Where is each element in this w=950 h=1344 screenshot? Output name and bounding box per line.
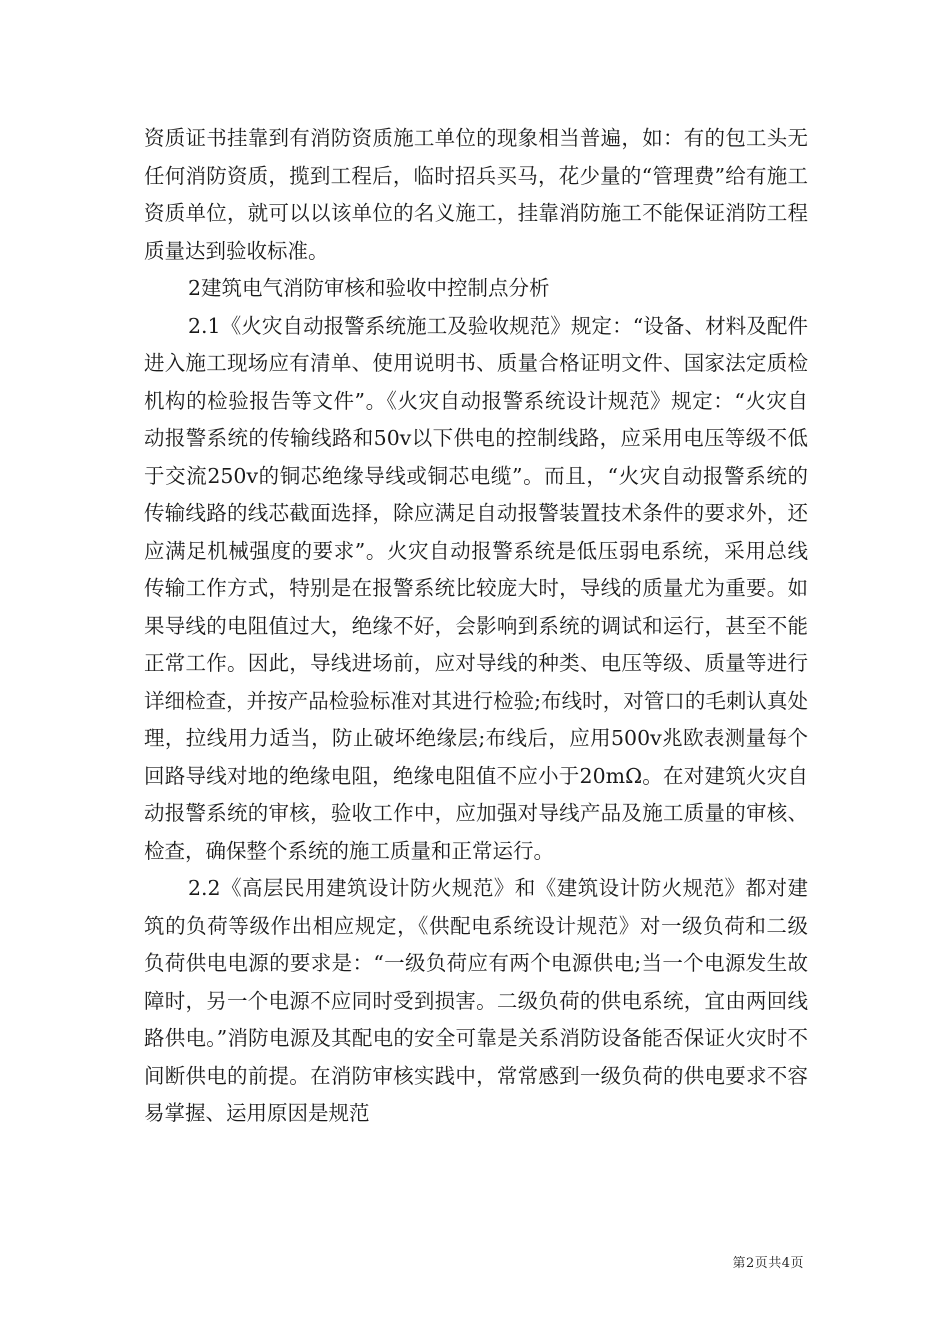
body-text [144, 120, 808, 1133]
section-heading: 2建筑电气消防审核和验收中控制点分析 [188, 276, 550, 300]
paragraph-2-2: 2.2《高层民用建筑设计防火规范》和《建筑设计防火规范》都对建筑的负荷等级作出相应规定，《供配电系统设计规范》对一级负荷和二级负荷供电电源的要求是：“一级负荷应有两个电源供电;当一个电源发生故障时，另一个电源不应同时受到损害。二级负荷的供电系统，宜由两回线路供电。”消防电源及其配电的安全可靠是关系消防设备能否保证火灾时不间断供电的前提。在消防审核实践中，常常感到一级负荷的供电要求不容易掌握、运用原因是规范 [144, 876, 808, 1125]
paragraph-2-1: 2.1《火灾自动报警系统施工及验收规范》规定：“设备、材料及配件进入施工现场应有清单、使用说明书、质量合格证明文件、国家法定质检机构的检验报告等文件”。《火灾自动报警系统设计规范》规定：“火灾自动报警系统的传输线路和50v以下供电的控制线路，应采用电压等级不低于交流250v的铜芯绝缘导线或铜芯电缆”。而且，“火灾自动报警系统的传输线路的线芯截面选择，除应满足自动报警装置技术条件的要求外，还应满足机械强度的要求”。火灾自动报警系统是低压弱电系统，采用总线传输工作方式，特别是在报警系统比较庞大时，导线的质量尤为重要。如果导线的电阻值过大，绝缘不好，会影响到系统的调试和运行，甚至不能正常工作。因此，导线进场前，应对导线的种类、电压等级、质量等进行详细检查，并按产品检验标准对其进行检验;布线时，对管口的毛刺认真处理，拉线用力适当，防止破坏绝缘层;布线后，应用500v兆欧表测量每个回路导线对地的绝缘电阻，绝缘电阻值不应小于20mΩ。在对建筑火灾自动报警系统的审核，验收工作中，应加强对导线产品及施工质量的审核、检查，确保整个系统的施工质量和正常运行。 [144, 313, 808, 863]
page-number-footer: 第2页共4页 [732, 1256, 804, 1271]
paragraph-continuation: 资质证书挂靠到有消防资质施工单位的现象相当普遍，如：有的包工头无任何消防资质，揽到工程后，临时招兵买马，花少量的“管理费”给有施工资质单位，就可以以该单位的名义施工，挂靠消防施工不能保证消防工程质量达到验收标准。 [144, 126, 808, 263]
